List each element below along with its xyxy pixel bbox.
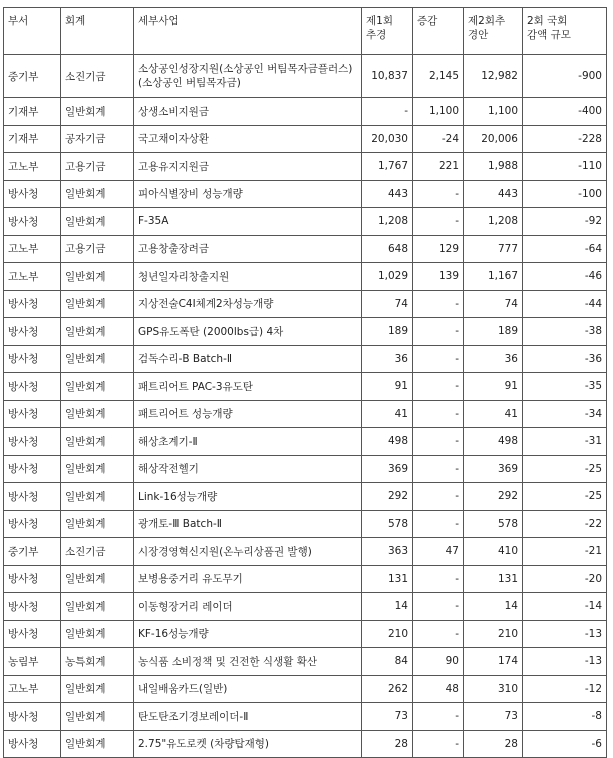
cell-change: - [413,455,464,483]
cell-second-supplementary: 131 [464,565,523,593]
cell-account: 일반회계 [61,565,134,593]
cell-first-supplementary: 91 [362,373,413,401]
cell-second-supplementary: 189 [464,318,523,346]
cell-account: 일반회계 [61,263,134,291]
table-row [4,593,607,621]
cell-cut-size: -25 [523,483,607,511]
cell-account: 고용기금 [61,153,134,181]
cell-account: 일반회계 [61,180,134,208]
cell-second-supplementary: 41 [464,400,523,428]
cell-department: 방사청 [4,428,61,456]
cell-first-supplementary: 292 [362,483,413,511]
cell-first-supplementary: 262 [362,675,413,703]
cell-department: 방사청 [4,290,61,318]
cell-cut-size: -6 [523,730,607,758]
cell-project: 지상전술C4I체계2차성능개량 [134,290,362,318]
cell-cut-size: -228 [523,125,607,153]
cell-second-supplementary: 14 [464,593,523,621]
table-header-row [4,8,607,55]
cell-first-supplementary: 648 [362,235,413,263]
cell-department: 방사청 [4,703,61,731]
cell-first-supplementary: 189 [362,318,413,346]
cell-department: 기재부 [4,98,61,126]
cell-account: 공자기금 [61,125,134,153]
cell-second-supplementary: 410 [464,538,523,566]
header-second-supplementary: 제2회추 경안 [464,8,523,55]
cell-department: 방사청 [4,208,61,236]
cell-account: 일반회계 [61,290,134,318]
cell-second-supplementary: 28 [464,730,523,758]
cell-cut-size: -12 [523,675,607,703]
table-row [4,455,607,483]
cell-cut-size: -100 [523,180,607,208]
cell-second-supplementary: 36 [464,345,523,373]
cell-change: - [413,290,464,318]
header-department: 부서 [4,8,61,55]
cell-cut-size: -900 [523,55,607,98]
cell-cut-size: -8 [523,703,607,731]
cell-first-supplementary: - [362,98,413,126]
cell-cut-size: -35 [523,373,607,401]
cell-department: 중기부 [4,55,61,98]
cell-first-supplementary: 36 [362,345,413,373]
cell-second-supplementary: 578 [464,510,523,538]
cell-second-supplementary: 20,006 [464,125,523,153]
table-row [4,345,607,373]
cell-change: - [413,318,464,346]
cell-change: 1,100 [413,98,464,126]
cell-second-supplementary: 210 [464,620,523,648]
cell-account: 일반회계 [61,373,134,401]
header-project: 세부사업 [134,8,362,55]
cell-project: 보병용중거리 유도무기 [134,565,362,593]
cell-project: 패트리어트 성능개량 [134,400,362,428]
cell-second-supplementary: 1,100 [464,98,523,126]
cell-first-supplementary: 20,030 [362,125,413,153]
table-row [4,620,607,648]
cell-department: 방사청 [4,180,61,208]
cell-project: 시장경영혁신지원(온누리상품권 발행) [134,538,362,566]
cell-project: 소상공인성장지원(소상공인 버팀목자금플러스)(소상공인 버팀목자금) [134,55,362,98]
cell-cut-size: -22 [523,510,607,538]
table-row [4,235,607,263]
cell-account: 농특회계 [61,648,134,676]
table-row [4,98,607,126]
cell-change: - [413,483,464,511]
cell-first-supplementary: 443 [362,180,413,208]
table-row [4,208,607,236]
cell-account: 일반회계 [61,208,134,236]
table-row [4,510,607,538]
cell-cut-size: -92 [523,208,607,236]
cell-cut-size: -400 [523,98,607,126]
cell-cut-size: -110 [523,153,607,181]
cell-account: 일반회계 [61,98,134,126]
cell-project: 광개토-Ⅲ Batch-Ⅱ [134,510,362,538]
cell-first-supplementary: 73 [362,703,413,731]
cell-account: 일반회계 [61,730,134,758]
cell-cut-size: -38 [523,318,607,346]
cell-account: 일반회계 [61,345,134,373]
cell-project: 상생소비지원금 [134,98,362,126]
table-row [4,565,607,593]
cell-cut-size: -14 [523,593,607,621]
table-row [4,648,607,676]
cell-department: 방사청 [4,318,61,346]
table-row [4,153,607,181]
table-row [4,730,607,758]
cell-department: 방사청 [4,400,61,428]
budget-table [3,7,607,758]
cell-first-supplementary: 84 [362,648,413,676]
cell-project: GPS유도폭탄 (2000lbs급) 4차 [134,318,362,346]
cell-department: 방사청 [4,593,61,621]
cell-second-supplementary: 369 [464,455,523,483]
cell-department: 방사청 [4,510,61,538]
cell-first-supplementary: 210 [362,620,413,648]
cell-cut-size: -36 [523,345,607,373]
table-row [4,373,607,401]
table-row [4,400,607,428]
cell-project: 해상초계기-Ⅱ [134,428,362,456]
cell-account: 일반회계 [61,455,134,483]
cell-project: 피아식별장비 성능개량 [134,180,362,208]
table-row [4,125,607,153]
cell-second-supplementary: 73 [464,703,523,731]
cell-department: 방사청 [4,455,61,483]
cell-second-supplementary: 777 [464,235,523,263]
table-row [4,180,607,208]
cell-second-supplementary: 74 [464,290,523,318]
cell-account: 일반회계 [61,400,134,428]
cell-project: 패트리어트 PAC-3유도탄 [134,373,362,401]
cell-cut-size: -31 [523,428,607,456]
cell-project: 내일배움카드(일반) [134,675,362,703]
cell-project: 고용창출장려금 [134,235,362,263]
cell-account: 일반회계 [61,510,134,538]
cell-account: 일반회계 [61,593,134,621]
header-first-supplementary: 제1회 추경 [362,8,413,55]
cell-first-supplementary: 28 [362,730,413,758]
cell-second-supplementary: 292 [464,483,523,511]
cell-change: 129 [413,235,464,263]
cell-account: 일반회계 [61,318,134,346]
cell-second-supplementary: 1,208 [464,208,523,236]
cell-change: - [413,703,464,731]
cell-change: - [413,400,464,428]
header-cut-size: 2회 국회 감액 규모 [523,8,607,55]
table-row [4,483,607,511]
cell-change: 2,145 [413,55,464,98]
cell-department: 방사청 [4,565,61,593]
cell-first-supplementary: 363 [362,538,413,566]
cell-second-supplementary: 498 [464,428,523,456]
cell-change: - [413,208,464,236]
cell-second-supplementary: 91 [464,373,523,401]
cell-project: 해상작전헬기 [134,455,362,483]
cell-first-supplementary: 14 [362,593,413,621]
cell-second-supplementary: 174 [464,648,523,676]
cell-account: 소진기금 [61,55,134,98]
cell-account: 일반회계 [61,483,134,511]
cell-change: 48 [413,675,464,703]
cell-change: - [413,510,464,538]
table-row [4,290,607,318]
cell-change: 90 [413,648,464,676]
cell-change: - [413,620,464,648]
cell-account: 소진기금 [61,538,134,566]
cell-project: Link-16성능개량 [134,483,362,511]
cell-department: 고노부 [4,235,61,263]
cell-project: 고용유지지원금 [134,153,362,181]
cell-project: KF-16성능개량 [134,620,362,648]
cell-cut-size: -64 [523,235,607,263]
table-row [4,55,607,98]
table-row [4,538,607,566]
cell-change: - [413,593,464,621]
cell-account: 일반회계 [61,675,134,703]
header-change: 증감 [413,8,464,55]
cell-project: 2.75"유도로켓 (차량탑재형) [134,730,362,758]
cell-cut-size: -25 [523,455,607,483]
cell-department: 고노부 [4,263,61,291]
table-row [4,428,607,456]
cell-department: 방사청 [4,620,61,648]
cell-cut-size: -21 [523,538,607,566]
cell-second-supplementary: 12,982 [464,55,523,98]
cell-account: 고용기금 [61,235,134,263]
table-row [4,703,607,731]
cell-account: 일반회계 [61,428,134,456]
cell-second-supplementary: 443 [464,180,523,208]
table-body [4,55,607,758]
cell-first-supplementary: 1,208 [362,208,413,236]
cell-department: 기재부 [4,125,61,153]
cell-cut-size: -46 [523,263,607,291]
cell-department: 방사청 [4,483,61,511]
cell-change: - [413,428,464,456]
cell-cut-size: -34 [523,400,607,428]
table-row [4,263,607,291]
cell-account: 일반회계 [61,703,134,731]
cell-change: - [413,565,464,593]
cell-change: -24 [413,125,464,153]
cell-department: 농림부 [4,648,61,676]
cell-project: F-35A [134,208,362,236]
cell-project: 이동형장거리 레이더 [134,593,362,621]
cell-change: 221 [413,153,464,181]
cell-department: 방사청 [4,730,61,758]
cell-second-supplementary: 1,167 [464,263,523,291]
cell-cut-size: -20 [523,565,607,593]
header-account: 회계 [61,8,134,55]
cell-first-supplementary: 578 [362,510,413,538]
cell-department: 고노부 [4,675,61,703]
cell-change: 47 [413,538,464,566]
cell-cut-size: -13 [523,620,607,648]
cell-first-supplementary: 41 [362,400,413,428]
cell-first-supplementary: 10,837 [362,55,413,98]
cell-first-supplementary: 1,767 [362,153,413,181]
cell-change: - [413,345,464,373]
cell-first-supplementary: 131 [362,565,413,593]
cell-second-supplementary: 310 [464,675,523,703]
cell-project: 검독수리-B Batch-Ⅱ [134,345,362,373]
cell-cut-size: -44 [523,290,607,318]
cell-project: 청년일자리창출지원 [134,263,362,291]
cell-change: - [413,373,464,401]
cell-first-supplementary: 369 [362,455,413,483]
cell-second-supplementary: 1,988 [464,153,523,181]
cell-project: 탄도탄조기경보레이더-Ⅱ [134,703,362,731]
cell-first-supplementary: 1,029 [362,263,413,291]
cell-department: 방사청 [4,373,61,401]
cell-change: - [413,730,464,758]
table-row [4,318,607,346]
cell-account: 일반회계 [61,620,134,648]
cell-department: 고노부 [4,153,61,181]
cell-project: 국고채이자상환 [134,125,362,153]
cell-department: 방사청 [4,345,61,373]
cell-cut-size: -13 [523,648,607,676]
cell-change: - [413,180,464,208]
cell-project: 농식품 소비정책 및 건전한 식생활 확산 [134,648,362,676]
table-row [4,675,607,703]
cell-change: 139 [413,263,464,291]
cell-first-supplementary: 498 [362,428,413,456]
cell-first-supplementary: 74 [362,290,413,318]
cell-department: 중기부 [4,538,61,566]
